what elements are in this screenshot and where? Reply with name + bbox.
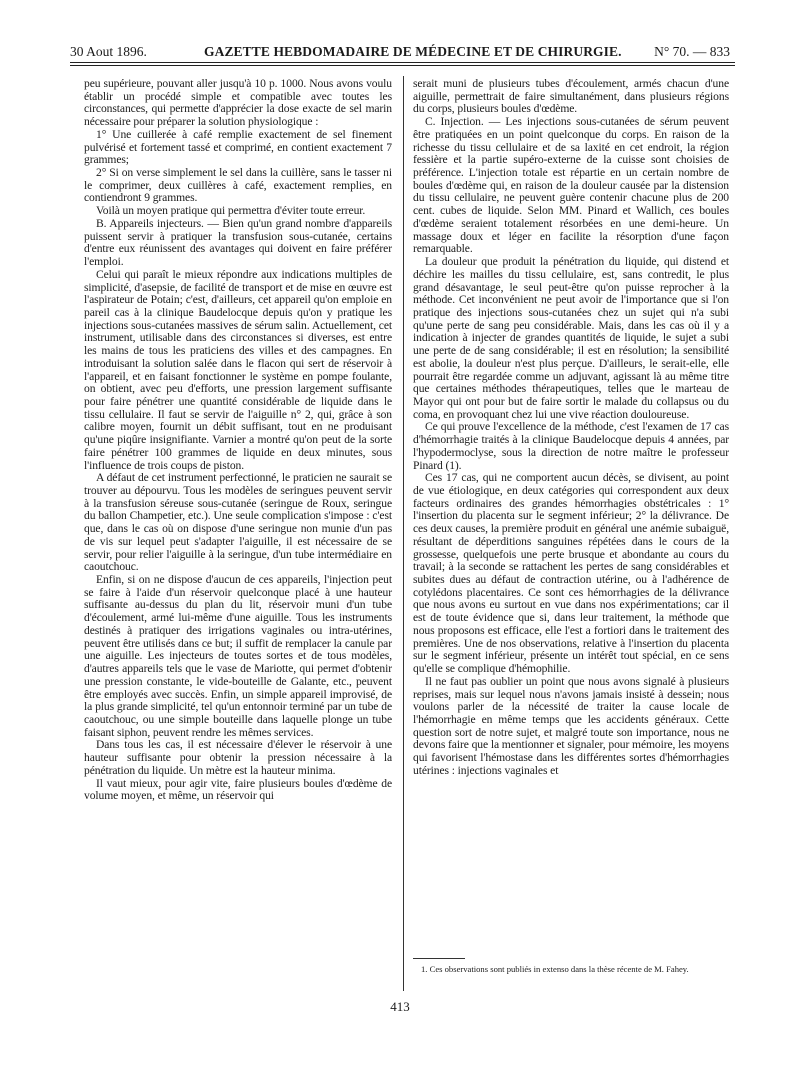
paragraph: Voilà un moyen pratique qui permettra d'éviter toute erreur.	[96, 204, 366, 218]
paragraph: B. Appareils injecteurs. — Bien qu'un grand nombre d'appareils puissent servir à pratiquer la transfusion sous-cutanée, certains d'entre eux réunissent des avantages qui doivent en faire préférer l'emploi.	[84, 216, 392, 269]
header-rule	[70, 62, 735, 63]
left-column	[84, 78, 392, 803]
paragraph: La douleur que produit la pénétration du liquide, qui distend et déchire les mailles du tissu cellulaire, est, sans contredit, le plus grand désavantage, le seul peut-être qu'on puisse reprocher à la méthode. Cet inconvénient ne peut avoir de l'importance que si l'on pratique des injections sous-cutanées chez un sujet qui n'a subi qu'une perte de sang peu considérable. Mais, dans les cas où il y a indication à injecter de grandes quantités de liquide, le sujet a subi une perte de de sang considérable; il est en résolution; la sensibilité est abolie, la douleur n'est plus perçue. D'ailleurs, le serait-elle, elle pourrait être regardée comme un adjuvant, agissant là au même titre que certaines méthodes thérapeutiques, telles que le marteau de Mayor qui ont pour but de faire sortir le malade du collapsus ou du coma, en provoquant chez lui une vive réaction douloureuse.	[413, 255, 729, 421]
header-issue-number: N° 70. — 833	[654, 44, 730, 59]
paragraph: Ce qui prouve l'excellence de la méthode, c'est l'examen de 17 cas d'hémorrhagie traités à la clinique Baudelocque depuis 4 années, par l'hypodermoclyse, sous la direction de notre maître le professeur Pinard (1).	[413, 420, 729, 472]
right-column	[413, 78, 729, 778]
paragraph: Il vaut mieux, pour agir vite, faire plusieurs boules d'œdème de volume moyen, et même, un réservoir qui	[84, 776, 392, 803]
running-header	[70, 40, 730, 62]
paragraph: Il ne faut pas oublier un point que nous avons signalé à plusieurs reprises, mais sur lequel nous n'avons jamais insisté à dessein; nous voulons parler de la nécessité de traiter la cause locale de l'hémorrhagie en même temps que les accidents généraux. Cette question sort de notre sujet, et malgré toute son importance, nous ne devons faire que la mentionner et signaler, pour mémoire, les moyens qui favorisent l'hémostase dans les différentes sortes d'hémorrhagies utérines : injections vaginales et	[413, 674, 729, 777]
header-journal-title: GAZETTE HEBDOMADAIRE DE MÉDECINE ET DE CHIRURGIE.	[204, 44, 622, 59]
paragraph: Enfin, si on ne dispose d'aucun de ces appareils, l'injection peut se faire à l'aide d'un réservoir quelconque placé à une hauteur suffisante au-dessus du plan du lit, réservoir muni d'un tube d'écoulement, armé lui-même d'une aiguille. Tous les instruments destinés à pratiquer des irrigations vaginales ou intra-utérines, peuvent être utilisés dans ce but; il suffit de remplacer la canule par une aiguille. Les injecteurs de toutes sortes et de tous modèles, d'autres appareils tels que le vase de Mariotte, qui permet d'obtenir une pression constante, le vide-bouteille de Galante, etc., peuvent être employés avec succès. Enfin, un simple appareil improvisé, de la plus grande simplicité, tel qu'un entonnoir terminé par un tube de caoutchouc, ou une simple bouteille dans laquelle plonge un tube faisant siphon, peuvent rendre les mêmes services.	[84, 573, 392, 739]
paragraph: Dans tous les cas, il est nécessaire d'élever le réservoir à une hauteur suffisante pour obtenir la pression nécessaire à la pénétration du liquide. Un mètre est la hauteur minima.	[84, 738, 392, 777]
paragraph: serait muni de plusieurs tubes d'écoulement, armés chacun d'une aiguille, permettrait de faire simultanément, dans plusieurs régions du corps, plusieurs boules d'œdème.	[413, 77, 729, 116]
footnote-text: 1. Ces observations sont publiés in extenso dans la thèse récente de M. Fahey.	[421, 964, 689, 974]
header-rule-double	[70, 65, 735, 66]
paragraph: 2° Si on verse simplement le sel dans la cuillère, sans le tasser ni le comprimer, deux cuillères à café, exactement remplies, en contiendront 9 grammes.	[84, 166, 392, 205]
paragraph: 1° Une cuillerée à café remplie exactement de sel finement pulvérisé et fortement tassé et comprimé, en contient exactement 7 grammes;	[84, 127, 392, 167]
footnote	[413, 964, 731, 975]
header-date: 30 Aout 1896.	[70, 44, 147, 59]
column-divider	[403, 76, 404, 991]
paragraph: peu supérieure, pouvant aller jusqu'à 10 p. 1000. Nous avons voulu établir un procédé simple et compatible avec toutes les circonstances, qui permette d'apprécier la dose exacte de sel marin nécessaire pour préparer la solution physiologique :	[84, 77, 392, 129]
paragraph: A défaut de cet instrument perfectionné, le praticien ne saurait se trouver au dépourvu. Tous les modèles de seringues peuvent servir à la transfusion séreuse sous-cutanée (seringue de Roux, seringue du ballon Champetier, etc.). Une seule complication s'impose : c'est que, dans le cas où on dispose d'une seringue non munie d'un pas de vis sur lequel peut s'adapter l'aiguille, il est nécessaire de se servir, pour relier l'aiguille à la seringue, d'un tube intermédiaire en caoutchouc.	[84, 471, 392, 574]
paragraph: C. Injection. — Les injections sous-cutanées de sérum peuvent être pratiquées en un point quelconque du corps. En raison de la richesse du tissu cellulaire et de sa laxité en cet endroit, la région fessière et la partie supéro-externe de la cuisse sont choisies de préférence. L'injection totale est répartie en un certain nombre de boules d'œdème qui, en raison de la douleur causée par la distension du tissu cellulaire, ne peuvent guère contenir chacune plus de 200 cent. cubes de liquide. Selon MM. Pinard et Wallich, ces boules d'œdème seraient totalement résorbées en une demi-heure. Un massage doux et léger en facilite la résorption d'une façon remarquable.	[413, 115, 729, 256]
footnote-rule	[413, 958, 465, 959]
paragraph: Celui qui paraît le mieux répondre aux indications multiples de simplicité, d'asepsie, de facilité de transport et de mise en œuvre est l'aspirateur de Potain; c'est, d'ailleurs, cet appareil qu'on emploie en pareil cas à la clinique Baudelocque depuis qu'on y pratique les injections sous-cutanées massives de sérum salin. Actuellement, cet instrument, utilisable dans des circonstances si diverses, est entre les mains de tous les praticiens des villes et des campagnes. En introduisant la solution salée dans le flacon qui sert de réservoir à l'appareil, et en faisant fonctionner le système en pompe foulante, on obtient, avec peu d'efforts, une pression largement suffisante pour faire pénétrer une quantité considérable de liquide dans le tissu cellulaire. Il faut se servir de l'aiguille n° 2, qui, grâce à son calibre moyen, fournit un débit suffisant, tout en ne produisant qu'une piqûre insignifiante. Varnier a montré qu'on peut de la sorte faire pénétrer 100 grammes de liquide en deux minutes, sous l'influence de trois coups de piston.	[84, 267, 392, 472]
page-number: 413	[390, 999, 410, 1014]
paragraph: Ces 17 cas, qui ne comportent aucun décès, se divisent, au point de vue étiologique, en deux catégories qui correspondent aux deux facteurs ordinaires des grandes hémorrhagies obstétricales : 1° l'insertion du placenta sur le segment inférieur; 2° la délivrance. De ces deux causes, la première produit en général une anémie subaiguë, résultant de déperditions sanguines répétées dans le cours de la grossesse, quelquefois une perte brusque et abondante au cours du travail; à la seconde se rattachent les pertes de sang considérables et subites dues au défaut de contraction utérine, ou à l'adhérence de cotylédons placentaires. Ce sont ces hémorrhagies de la délivrance que nous avons eu surtout en vue dans nos expérimentations; car il est de toute évidence que si, dans leur traitement, la méthode que nous proposons est efficace, elle l'est a fortiori dans le traitement des premières. Une de nos observations, relative à l'insertion du placenta sur le segment inférieur, présente un intérêt tout spécial, en ce sens qu'elle se complique d'hémophilie.	[413, 471, 729, 676]
